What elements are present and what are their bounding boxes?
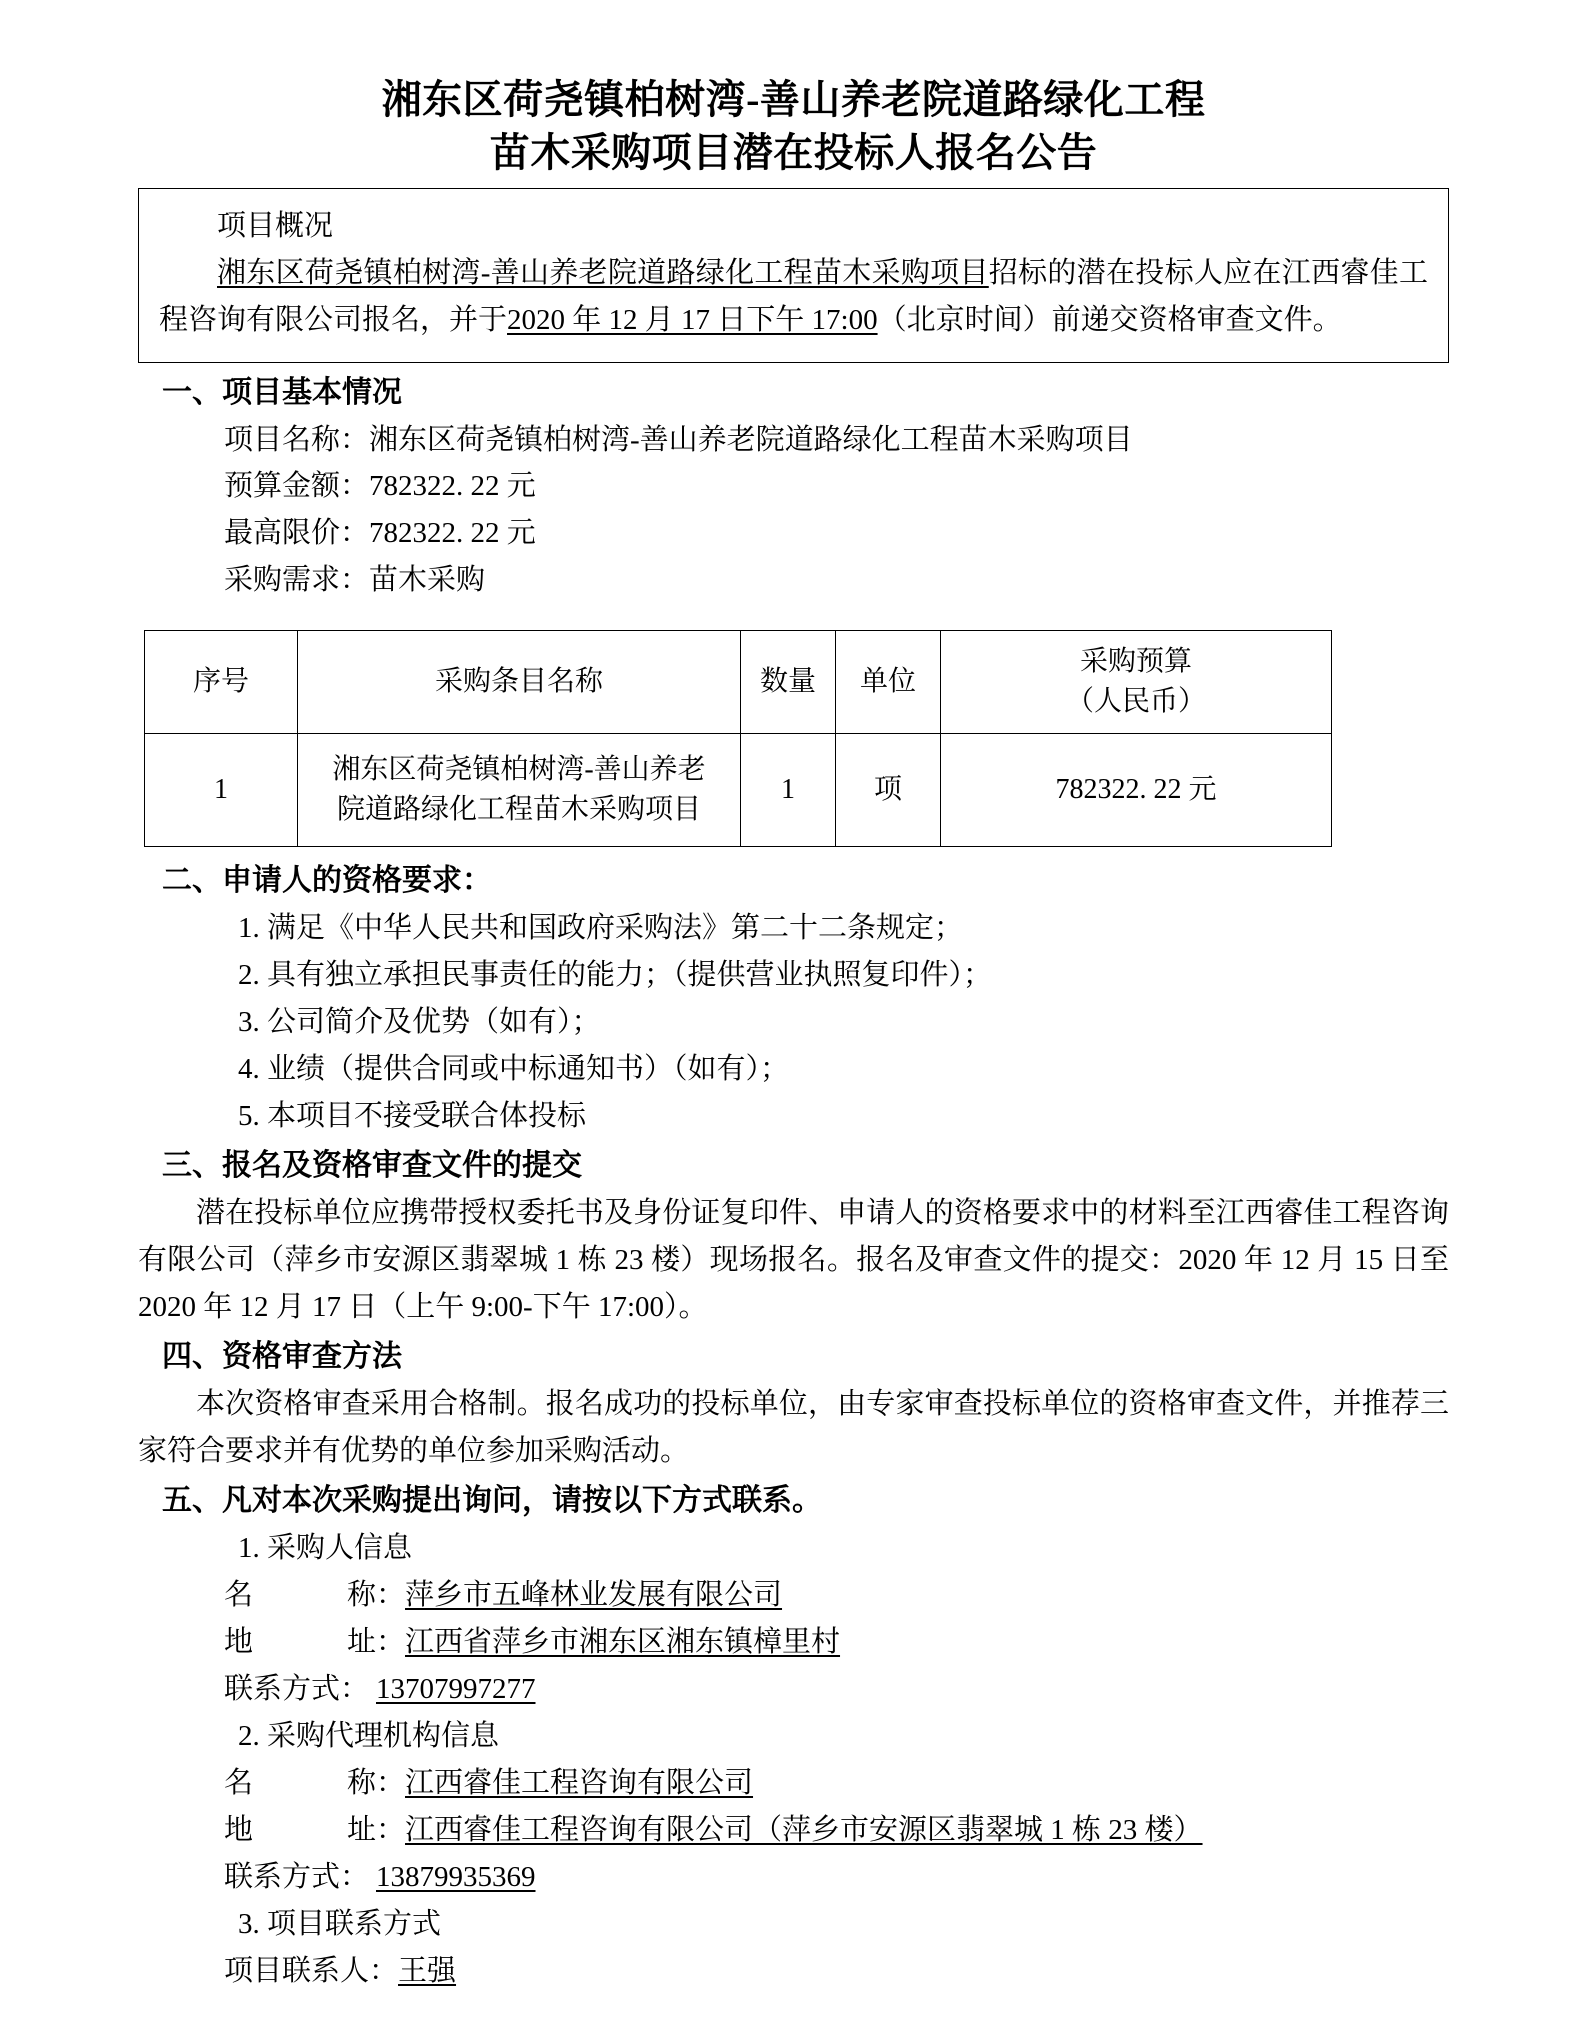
section-1-item-demand: 采购需求：苗木采购 (224, 564, 486, 597)
table-header-row (145, 631, 1332, 734)
agency-contact-value: 13879935369 (376, 1860, 536, 1893)
section-3-paragraph: 潜在投标单位应携带授权委托书及身份证复印件、申请人的资格要求中的材料至江西睿佳工程咨询有限公司（萍乡市安源区翡翠城 1 栋 23 楼）现场报名。报名及审查文件的提交：2020 年 12 月 15 日至 2020 年 12 月 17 日（上午 9:00-下午 17:00）。 (138, 1197, 1449, 1324)
section-1-item-budget: 预算金额：782322. 22 元 (224, 470, 536, 503)
agency-name-value: 江西睿佳工程咨询有限公司 (405, 1766, 754, 1799)
agency-address-value: 江西睿佳工程咨询有限公司（萍乡市安源区翡翠城 1 栋 23 楼） (405, 1813, 1203, 1846)
header-quantity: 数量 (741, 631, 836, 734)
section-2-item-5: 5. 本项目不接受联合体投标 (238, 1100, 587, 1133)
header-seq: 序号 (145, 631, 298, 734)
overview-project-name: 湘东区荷尧镇柏树湾-善山养老院道路绿化工程苗木采购项目 (217, 256, 989, 289)
cell-item-name (298, 734, 741, 847)
section-2-heading: 二、申请人的资格要求： (162, 864, 492, 898)
header-budget-line-1: 采购预算 (1079, 645, 1192, 677)
cell-item-name-line-2: 院道路绿化工程苗木采购项目 (336, 794, 701, 826)
header-unit: 单位 (836, 631, 941, 734)
header-item-name: 采购条目名称 (298, 631, 741, 734)
buyer-contact-value: 13707997277 (376, 1672, 536, 1705)
section-5-sub-2-title: 2. 采购代理机构信息 (238, 1719, 500, 1752)
buyer-address-row (138, 1619, 1449, 1666)
section-5-sub-3-title: 3. 项目联系方式 (238, 1907, 442, 1940)
cell-item-name-line-1: 湘东区荷尧镇柏树湾-善山养老 (332, 753, 706, 785)
section-4-heading: 四、资格审查方法 (162, 1340, 402, 1374)
agency-name-colon: ： (376, 1766, 406, 1799)
buyer-name-value: 萍乡市五峰林业发展有限公司 (405, 1579, 783, 1612)
page-title (138, 74, 1449, 180)
section-1-item-name: 项目名称：湘东区荷尧镇柏树湾-善山养老院道路绿化工程苗木采购项目 (224, 423, 1133, 456)
section-1-item-max-price: 最高限价：782322. 22 元 (224, 517, 536, 550)
header-budget-line-2: （人民币） (1065, 686, 1206, 718)
section-2-item-3: 3. 公司简介及优势（如有）； (238, 1006, 601, 1039)
project-contact-row (138, 1948, 1449, 1995)
overview-deadline-date: 2020 年 12 月 17 日下午 17:00 (507, 303, 878, 336)
section-4-paragraph: 本次资格审查采用合格制。报名成功的投标单位，由专家审查投标单位的资格审查文件，并推荐三家符合要求并有优势的单位参加采购活动。 (138, 1388, 1449, 1468)
section-2-item-2: 2. 具有独立承担民事责任的能力；（提供营业执照复印件）； (238, 959, 993, 992)
agency-contact-label: 联系方式： (224, 1860, 370, 1893)
agency-name-row (138, 1760, 1449, 1807)
title-line-2: 苗木采购项目潜在投标人报名公告 (489, 129, 1098, 175)
buyer-address-colon: ： (376, 1626, 406, 1658)
agency-contact-row (138, 1854, 1449, 1901)
buyer-address-value: 江西省萍乡市湘东区湘东镇樟里村 (405, 1626, 841, 1658)
agency-address-row (138, 1807, 1449, 1854)
section-2-item-1: 1. 满足《中华人民共和国政府采购法》第二十二条规定； (238, 912, 964, 945)
buyer-name-row (138, 1572, 1449, 1619)
agency-name-label: 名称 (224, 1766, 376, 1799)
section-5-heading: 五、凡对本次采购提出询问，请按以下方式联系。 (162, 1484, 822, 1518)
project-contact-value: 王强 (398, 1954, 457, 1987)
project-overview-box (138, 188, 1449, 363)
section-3-heading: 三、报名及资格审查文件的提交 (162, 1149, 582, 1183)
cell-seq: 1 (145, 734, 298, 847)
section-5-sub-1-title: 1. 采购人信息 (238, 1532, 413, 1565)
project-contact-label: 项目联系人： (224, 1954, 399, 1987)
section-1-heading: 一、项目基本情况 (162, 375, 402, 409)
agency-address-colon: ： (376, 1813, 406, 1846)
agency-address-label: 地址 (224, 1813, 376, 1846)
table-row (145, 734, 1332, 847)
cell-budget: 782322. 22 元 (941, 734, 1332, 847)
cell-quantity: 1 (741, 734, 836, 847)
buyer-address-label: 地址 (224, 1626, 376, 1658)
overview-paragraph (159, 250, 1428, 344)
procurement-table (144, 630, 1332, 847)
cell-unit: 项 (836, 734, 941, 847)
title-line-1: 湘东区荷尧镇柏树湾-善山养老院道路绿化工程 (381, 77, 1206, 122)
buyer-name-label: 名称 (224, 1579, 376, 1612)
overview-text-end: （北京时间）前递交资格审查文件。 (877, 303, 1342, 336)
buyer-name-colon: ： (376, 1579, 406, 1612)
overview-text-mid: 招标的潜在投标人应在江西睿佳工程咨询有限公司报名，并于 (159, 256, 1428, 336)
header-budget (941, 631, 1332, 734)
buyer-contact-row (138, 1666, 1449, 1713)
overview-label: 项目概况 (217, 209, 334, 242)
section-2-item-4: 4. 业绩（提供合同或中标通知书）（如有）； (238, 1053, 790, 1086)
buyer-contact-label: 联系方式： (224, 1672, 370, 1705)
